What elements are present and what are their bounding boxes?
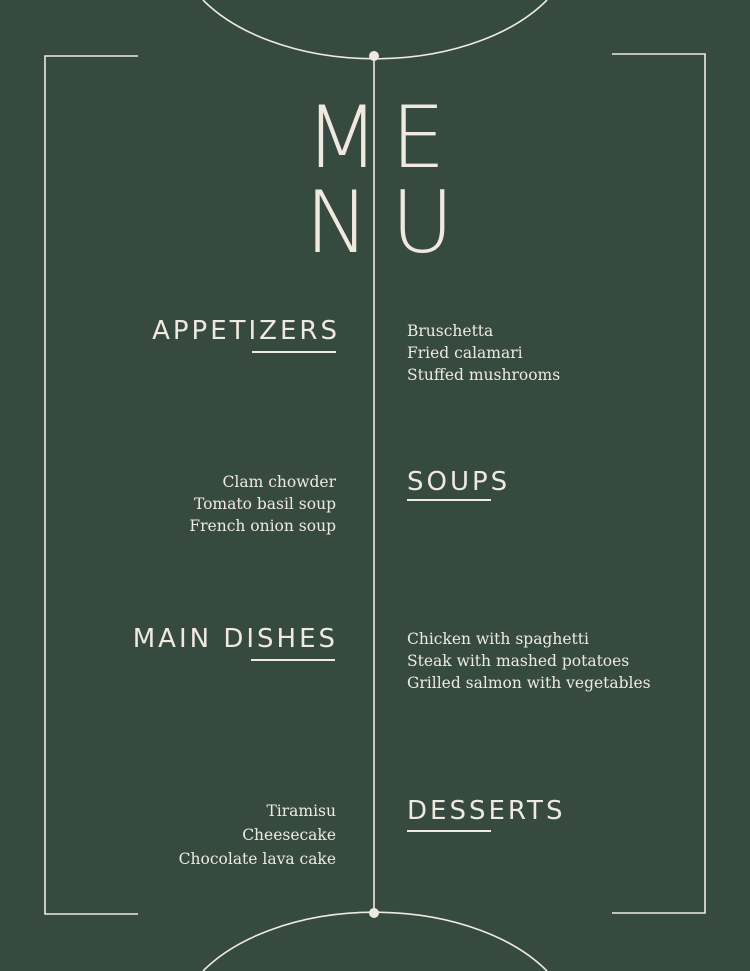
bottom-arc	[203, 912, 547, 971]
section-heading-main-dishes: MAIN DISHES	[132, 624, 338, 654]
section-heading-appetizers: APPETIZERS	[152, 316, 340, 346]
menu-item: Tiramisu	[266, 802, 336, 820]
top-dot	[369, 51, 379, 61]
soups-items	[189, 471, 336, 537]
menu-item: French onion soup	[189, 517, 336, 535]
bottom-dot	[369, 908, 379, 918]
menu-item: Chocolate lava cake	[178, 850, 336, 868]
menu-item: Cheesecake	[242, 826, 336, 844]
appetizers-items	[407, 320, 560, 386]
title-letter-u: U	[391, 173, 454, 273]
right-bracket	[612, 54, 705, 913]
title-letter-n: N	[305, 173, 370, 273]
appetizers-underline	[252, 351, 336, 353]
left-bracket	[45, 56, 138, 914]
main-dishes-items	[407, 628, 651, 694]
title-letter-e: E	[391, 88, 446, 188]
menu-item: Grilled salmon with vegetables	[407, 674, 651, 692]
menu-item: Fried calamari	[407, 344, 523, 362]
desserts-items	[179, 799, 336, 871]
section-heading-desserts: DESSERTS	[407, 796, 566, 826]
top-arc	[203, 0, 547, 59]
menu-item: Chicken with spaghetti	[407, 630, 589, 648]
section-heading-soups: SOUPS	[407, 467, 511, 497]
desserts-underline	[407, 830, 491, 832]
menu-item: Steak with mashed potatoes	[407, 652, 630, 670]
menu-item: Stuffed mushrooms	[407, 366, 561, 384]
menu-item: Clam chowder	[222, 473, 336, 491]
soups-underline	[407, 499, 491, 501]
menu-item: Tomato basil soup	[193, 495, 336, 513]
menu-item: Bruschetta	[407, 322, 494, 340]
title-letter-m: M	[305, 88, 380, 188]
main-dishes-underline	[251, 659, 335, 661]
